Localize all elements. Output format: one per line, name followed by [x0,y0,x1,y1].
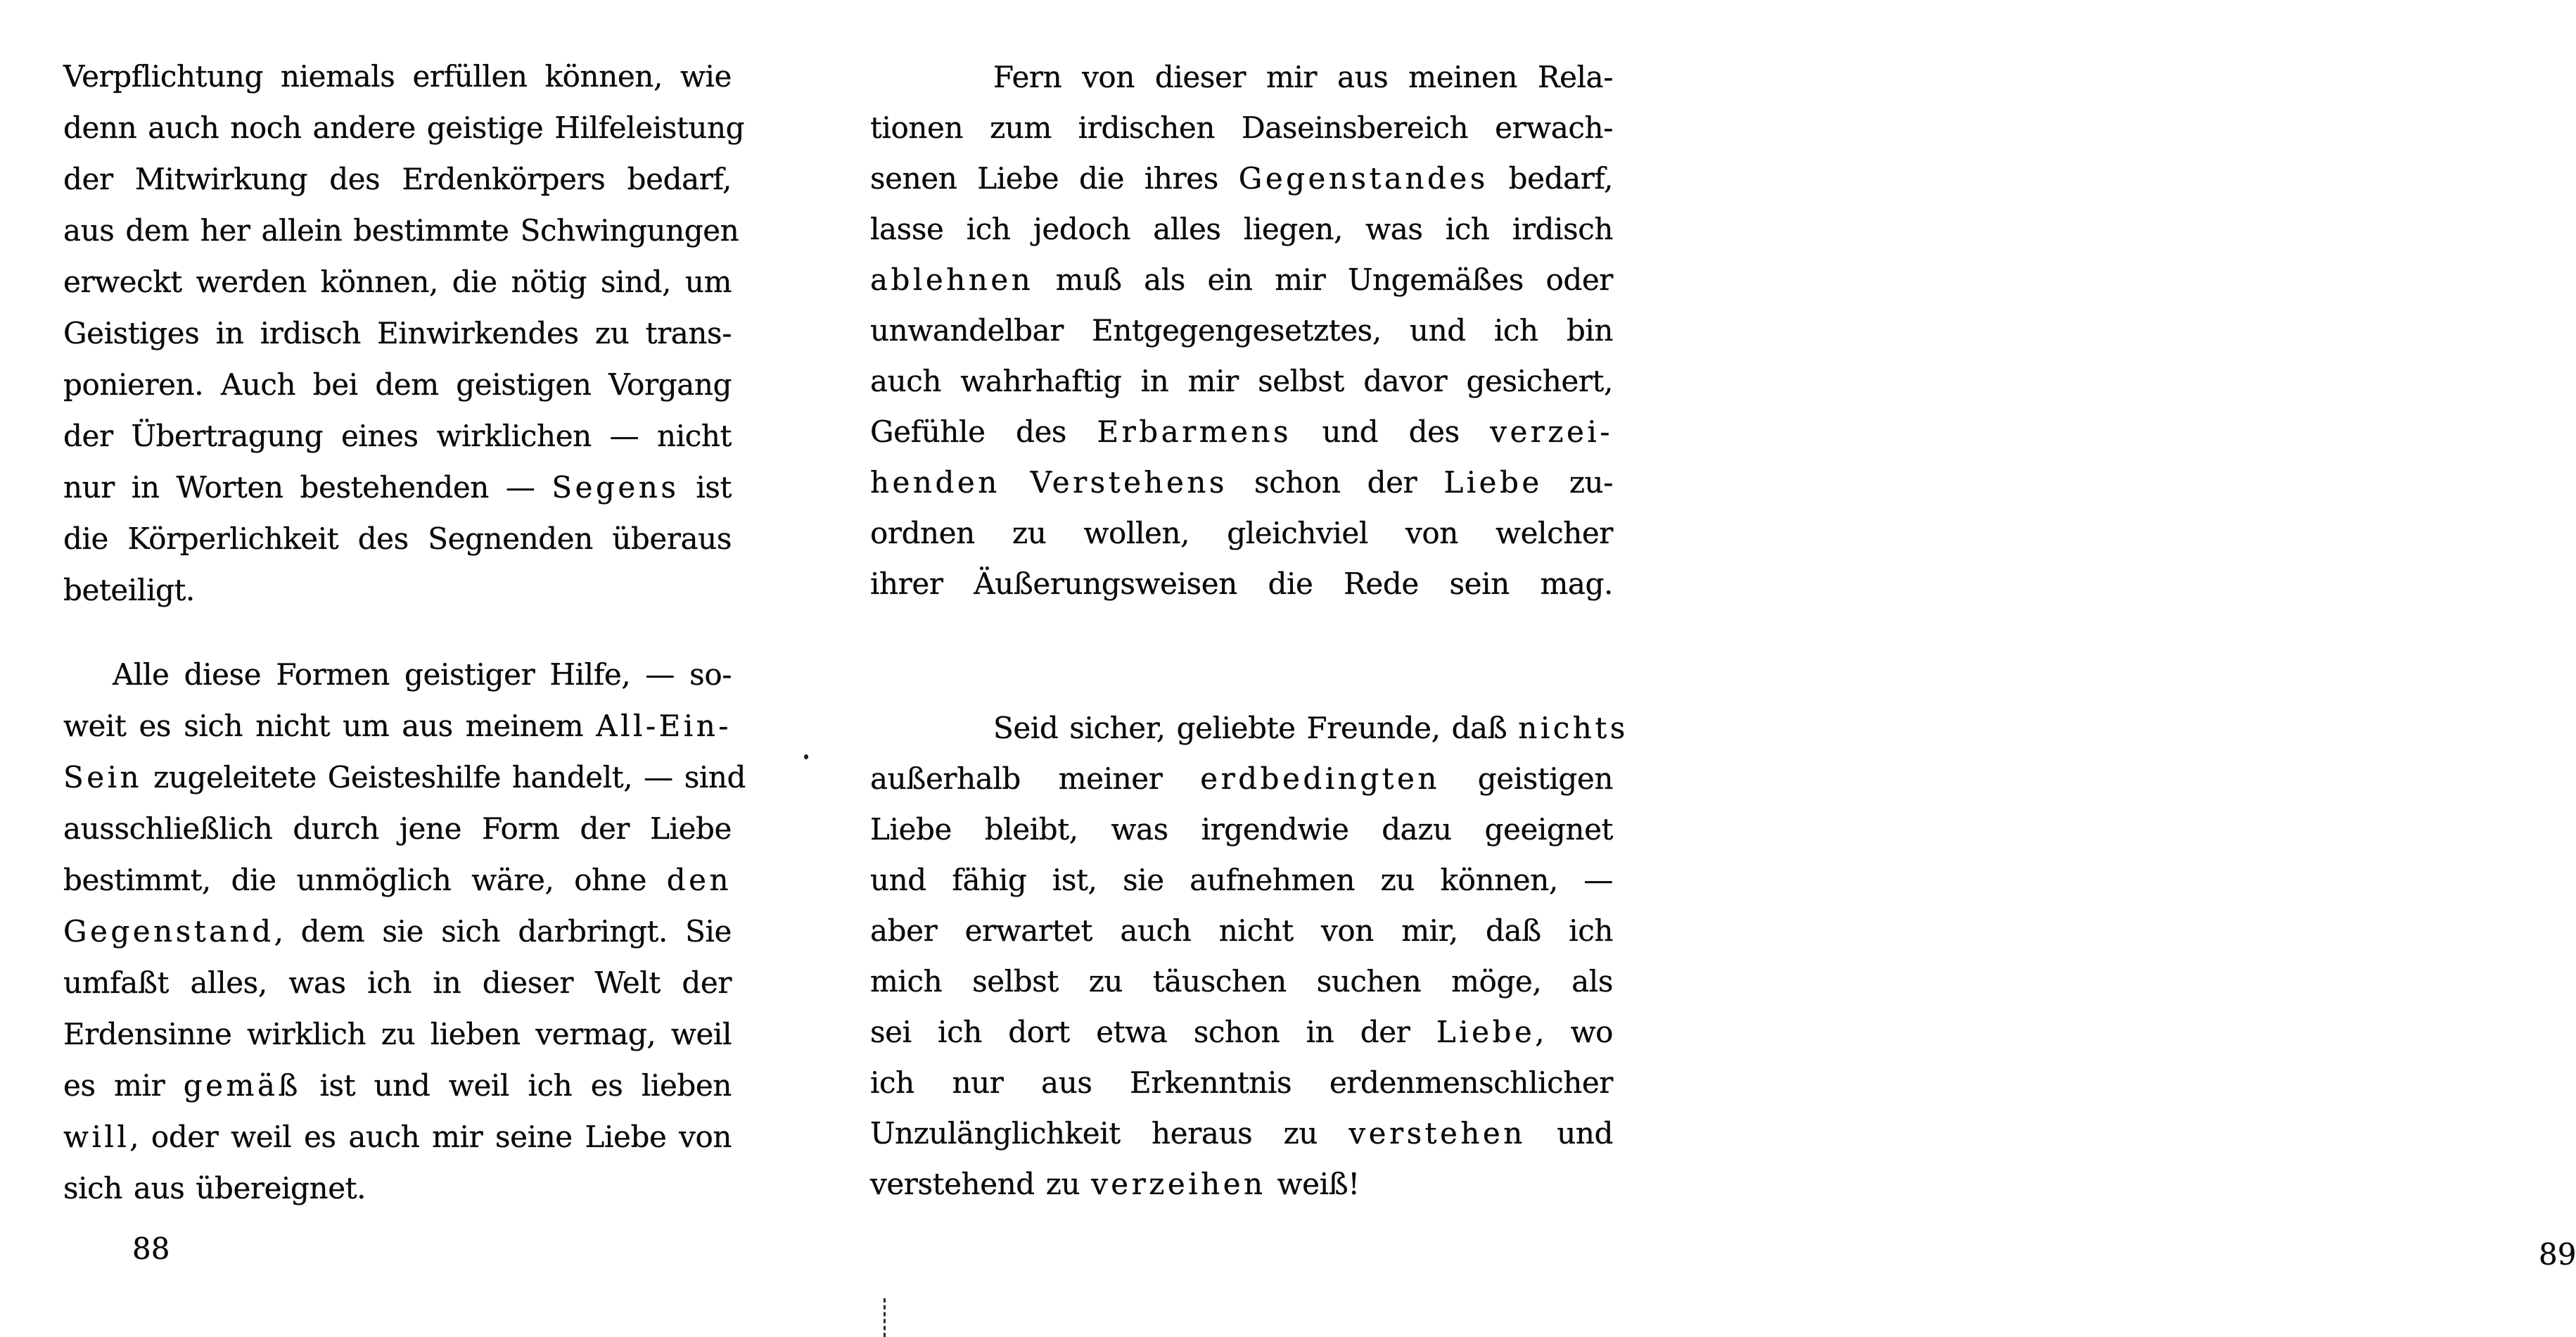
text-segment: ist [679,470,732,505]
text-segment: bestimmt, die unmöglich wäre, ohne [63,863,667,897]
text-segment: Alle diese Formen geistiger Hilfe, — so- [113,657,732,692]
text-segment: , dem sie sich darbringt. Sie [274,914,732,949]
text-line [63,854,732,906]
text-segment: Verpflichtung niemals erfüllen können, wie [63,59,732,94]
text-segment: der Übertragung eines wirklichen — nicht [63,419,732,453]
text-line [63,906,732,957]
text-segment: senen Liebe die ihres [870,161,1239,196]
text-line [63,256,732,308]
page-number: 88 [132,1231,170,1266]
text-segment: , wo [1535,1015,1614,1049]
text-segment: lasse ich jedoch alles liegen, was ich irdisch [870,212,1613,246]
text-line [870,305,1613,356]
text-segment: mich selbst zu täuschen suchen möge, als [870,964,1613,999]
emphasized-text: Segens [551,470,680,505]
text-line [63,308,732,359]
emphasized-text: verstehen [1348,1116,1526,1151]
emphasized-text: Erbarmens [1097,414,1292,449]
text-line [870,52,1613,103]
text-segment: Geistiges in irdisch Einwirkendes zu trans- [63,316,732,350]
text-segment: nur in Worten bestehenden — [63,470,552,505]
text-segment: Erdensinne wirklich zu lieben vermag, weil [63,1017,732,1051]
text-segment: Unzulänglichkeit heraus zu [870,1116,1349,1151]
text-line [63,803,732,854]
text-line [870,559,1613,609]
text-segment: und des [1292,414,1491,449]
text-segment: Gefühle des [870,414,1097,449]
text-segment: verstehend zu [870,1167,1092,1201]
text-segment: sich aus übereignet. [63,1171,366,1205]
text-segment: ordnen zu wollen, gleichviel von welcher [870,516,1613,550]
page-number: 89 [2539,1237,2576,1272]
emphasized-text: erdbedingten [1200,761,1440,796]
text-line [870,956,1613,1007]
text-line [63,153,732,205]
text-segment: , oder weil es auch mir seine Liebe von [129,1120,732,1154]
text-line [63,957,732,1008]
text-segment: außerhalb meiner [870,761,1201,796]
paragraph [870,52,1613,609]
text-segment: denn auch noch andere geistige Hilfeleistung [63,110,745,145]
emphasized-text: den [666,863,732,897]
text-line [870,754,1613,804]
text-segment: aber erwartet auch nicht von mir, daß ich [870,913,1613,948]
text-segment: bedarf, [1488,161,1614,196]
emphasized-text: Liebe [1436,1015,1536,1049]
text-line [63,1008,732,1060]
text-line [870,804,1613,855]
text-segment: die Körperlichkeit des Segnenden überaus [63,521,732,556]
emphasized-text: verzei- [1490,414,1613,449]
text-segment: beteiligt. [63,573,195,607]
text-line [63,649,732,700]
text-line [63,205,739,256]
text-line [870,457,1613,508]
text-line [870,1108,1613,1159]
text-line [870,1058,1613,1108]
text-segment: ihrer Äußerungsweisen die Rede sein mag. [870,566,1613,601]
scan-artifact-mark [884,1298,886,1337]
text-line [870,255,1613,305]
text-line [63,1060,732,1111]
text-segment: zugeleitete Geisteshilfe handelt, — sind [142,760,746,794]
text-segment: Liebe bleibt, was irgendwie dazu geeignet [870,812,1613,847]
text-line [870,407,1613,457]
text-segment: ponieren. Auch bei dem geistigen Vorgang [63,367,732,402]
text-segment: ich nur aus Erkenntnis erdenmenschlicher [870,1065,1613,1100]
emphasized-text: nichts [1518,711,1628,745]
text-segment: weiß! [1265,1167,1360,1201]
text-segment: ist und weil ich es lieben [300,1068,732,1103]
text-line [63,1111,732,1162]
text-segment: unwandelbar Entgegengesetztes, und ich bin [870,313,1613,348]
emphasized-text: Sein [63,760,143,794]
text-line [870,153,1613,204]
text-line [63,51,732,102]
text-line [870,855,1613,906]
text-line [63,700,732,752]
emphasized-text: gemäß [183,1068,301,1103]
text-line [63,359,732,410]
text-segment: geistigen [1439,761,1613,796]
text-line [63,752,746,803]
emphasized-text: Gegenstand [63,914,274,949]
paragraph [63,51,745,616]
text-line [63,513,732,564]
text-line [870,103,1613,153]
text-segment: ausschließlich durch jene Form der Liebe [63,811,732,846]
emphasized-text: will [63,1120,130,1154]
text-line [63,410,732,462]
text-segment: weit es sich nicht um aus meinem [63,709,597,743]
text-segment: auch wahrhaftig in mir selbst davor gesichert, [870,364,1613,398]
text-segment: Fern von dieser mir aus meinen Rela- [993,60,1613,94]
text-line [870,356,1613,407]
text-segment: und fähig ist, sie aufnehmen zu können, — [870,863,1613,897]
emphasized-text: Gegenstandes [1238,161,1488,196]
emphasized-text: verzeihen [1091,1167,1266,1201]
text-segment: zu- [1542,465,1613,500]
text-segment: schon der [1227,465,1444,500]
paragraph [870,703,1628,1210]
text-line [870,1007,1613,1058]
text-line [63,564,732,616]
paragraph [63,649,746,1214]
text-line [870,703,1628,754]
text-segment: umfaßt alles, was ich in dieser Welt der [63,965,732,1000]
emphasized-text: Liebe [1443,465,1543,500]
text-line [63,102,745,153]
emphasized-text: henden Verstehens [870,465,1228,500]
text-segment: und [1525,1116,1613,1151]
emphasized-text: All-Ein- [596,709,732,743]
text-line [870,204,1613,255]
text-line [63,1162,732,1214]
text-segment: es mir [63,1068,184,1103]
text-segment: sei ich dort etwa schon in der [870,1015,1436,1049]
text-line [870,508,1613,559]
text-segment: erweckt werden können, die nötig sind, um [63,265,732,299]
text-segment: tionen zum irdischen Daseinsbereich erwach- [870,110,1613,145]
scan-artifact-dot [804,754,808,759]
emphasized-text: ablehnen [870,262,1034,297]
text-segment: muß als ein mir Ungemäßes oder [1033,262,1613,297]
text-line [63,462,732,513]
text-segment: aus dem her allein bestimmte Schwingungen [63,213,739,248]
text-line [870,906,1613,956]
text-segment: der Mitwirkung des Erdenkörpers bedarf, [63,162,732,196]
text-segment: Seid sicher, geliebte Freunde, daß [993,711,1519,745]
text-line [870,1159,1613,1210]
